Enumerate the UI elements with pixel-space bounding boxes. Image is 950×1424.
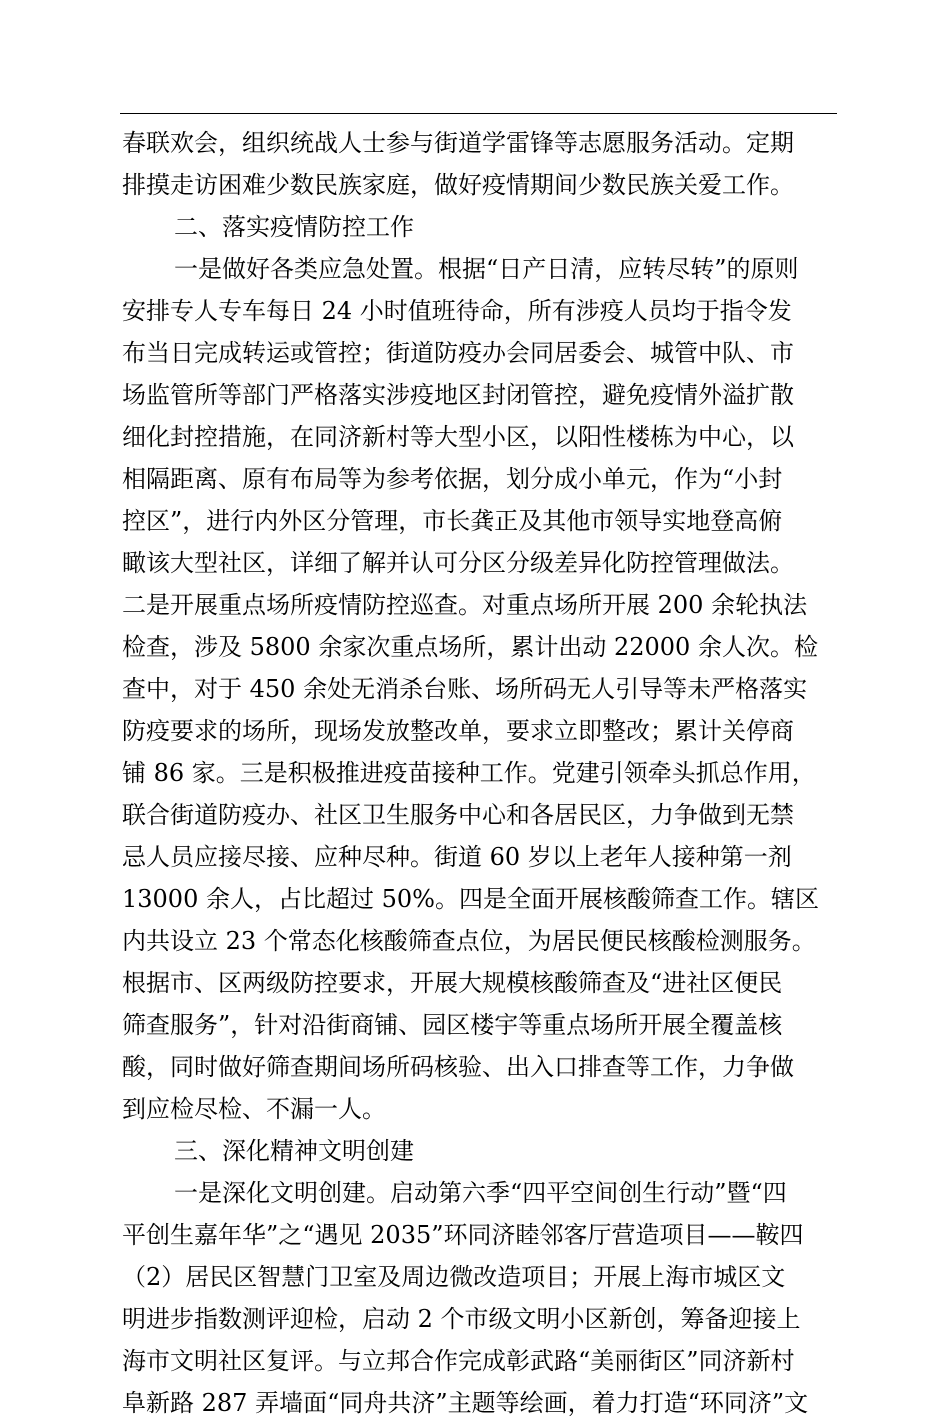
text-line: 明进步指数测评迎检，启动 2 个市级文明小区新创，筹备迎接上 bbox=[122, 1305, 801, 1333]
text-line: 到应检尽检、不漏一人。 bbox=[122, 1095, 386, 1123]
text-line: 内共设立 23 个常态化核酸筛查点位，为居民便民核酸检测服务。 bbox=[122, 927, 816, 955]
text-line: 布当日完成转运或管控；街道防疫办会同居委会、城管中队、市 bbox=[122, 339, 794, 367]
header-rule bbox=[120, 113, 837, 114]
text-line: 查中，对于 450 余处无消杀台账、场所码无人引导等未严格落实 bbox=[122, 675, 808, 703]
text-line: 二、落实疫情防控工作 bbox=[174, 213, 414, 241]
text-line: 控区”，进行内外区分管理，市长龚正及其他市领导实地登高俯 bbox=[122, 507, 783, 535]
text-line: 场监管所等部门严格落实涉疫地区封闭管控，避免疫情外溢扩散 bbox=[122, 381, 794, 409]
text-line: 根据市、区两级防控要求，开展大规模核酸筛查及“进社区便民 bbox=[122, 969, 783, 997]
text-line: 防疫要求的场所，现场发放整改单，要求立即整改；累计关停商 bbox=[122, 717, 794, 745]
text-line: 忌人员应接尽接、应种尽种。街道 60 岁以上老年人接种第一剂 bbox=[122, 843, 792, 871]
text-line: 联合街道防疫办、社区卫生服务中心和各居民区，力争做到无禁 bbox=[122, 801, 794, 829]
text-line: 细化封控措施，在同济新村等大型小区，以阳性楼栋为中心，以 bbox=[122, 423, 794, 451]
text-line: 筛查服务”，针对沿街商铺、园区楼宇等重点场所开展全覆盖核 bbox=[122, 1011, 783, 1039]
text-line: 春联欢会，组织统战人士参与街道学雷锋等志愿服务活动。定期 bbox=[122, 129, 794, 157]
text-line: 二是开展重点场所疫情防控巡查。对重点场所开展 200 余轮执法 bbox=[122, 591, 808, 619]
text-line: 平创生嘉年华”之“遇见 2035”环同济睦邻客厅营造项目——鞍四 bbox=[122, 1221, 804, 1249]
text-line: 酸，同时做好筛查期间场所码核验、出入口排查等工作，力争做 bbox=[122, 1053, 794, 1081]
text-line: 检查，涉及 5800 余家次重点场所，累计出动 22000 余人次。检 bbox=[122, 633, 818, 661]
text-line: （2）居民区智慧门卫室及周边微改造项目；开展上海市城区文 bbox=[122, 1263, 786, 1291]
text-line: 阜新路 287 弄墙面“同舟共济”主题等绘画，着力打造“环同济”文 bbox=[122, 1389, 809, 1417]
text-line: 三、深化精神文明创建 bbox=[174, 1137, 414, 1165]
text-line: 相隔距离、原有布局等为参考依据，划分成小单元，作为“小封 bbox=[122, 465, 783, 493]
text-line: 安排专人专车每日 24 小时值班待命，所有涉疫人员均于指令发 bbox=[122, 297, 792, 325]
text-line: 一是深化文明创建。启动第六季“四平空间创生行动”暨“四 bbox=[174, 1179, 787, 1207]
text-line: 海市文明社区复评。与立邦合作完成彰武路“美丽街区”同济新村 bbox=[122, 1347, 795, 1375]
body-text bbox=[122, 122, 882, 1424]
text-line: 13000 余人，占比超过 50%。四是全面开展核酸筛查工作。辖区 bbox=[122, 885, 819, 913]
text-line: 铺 86 家。三是积极推进疫苗接种工作。党建引领牵头抓总作用， bbox=[122, 759, 816, 787]
text-line: 排摸走访困难少数民族家庭，做好疫情期间少数民族关爱工作。 bbox=[122, 171, 794, 199]
text-line: 一是做好各类应急处置。根据“日产日清，应转尽转”的原则 bbox=[174, 255, 799, 283]
text-line: 瞰该大型社区，详细了解并认可分区分级差异化防控管理做法。 bbox=[122, 549, 794, 577]
